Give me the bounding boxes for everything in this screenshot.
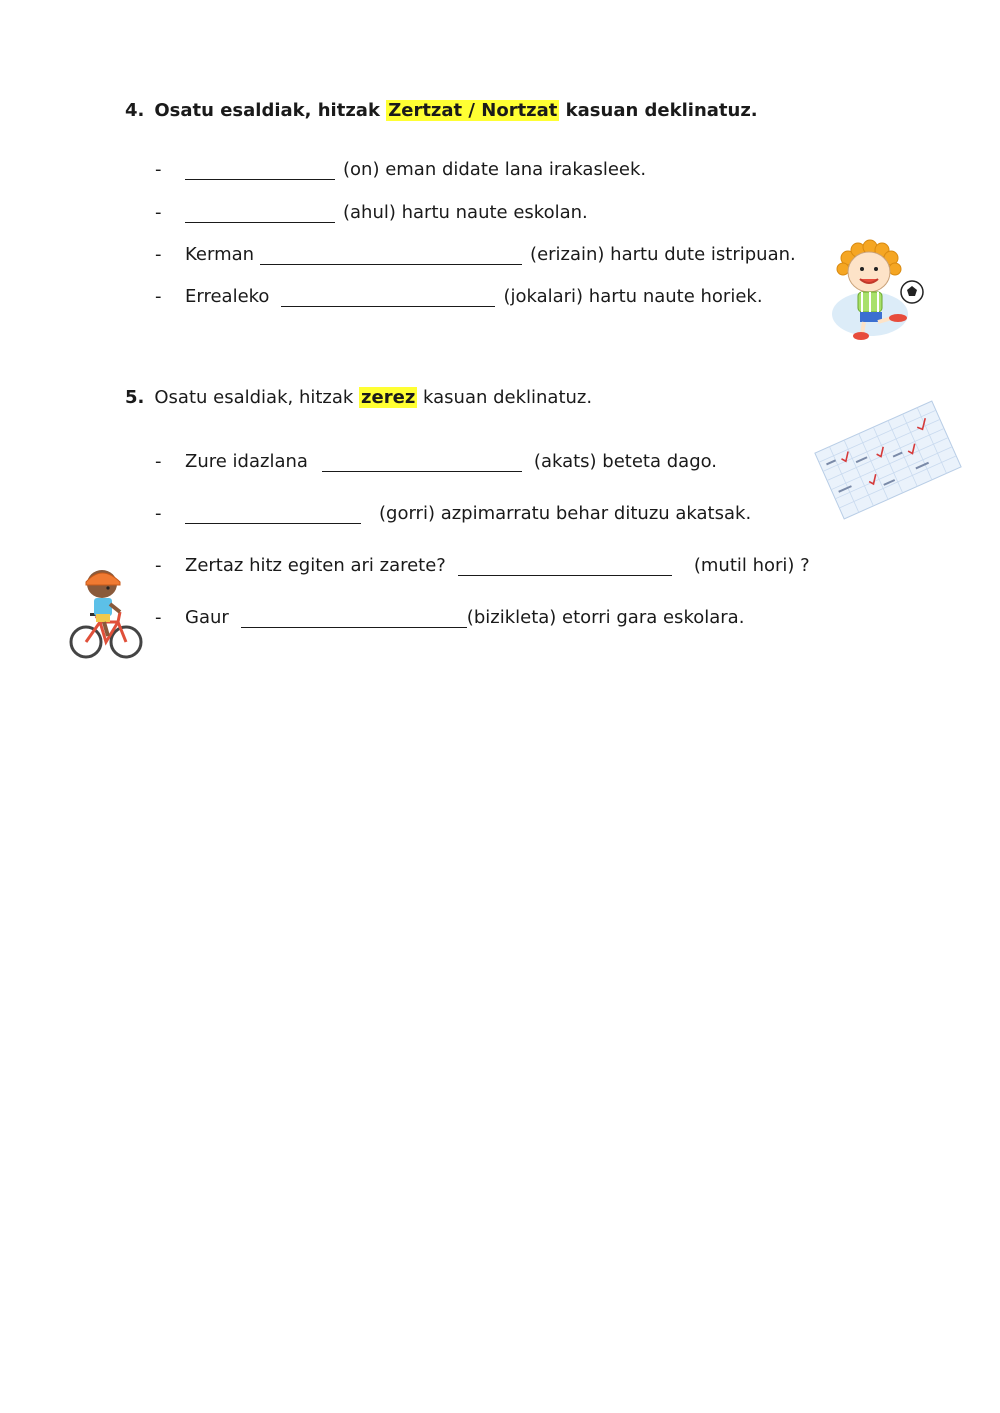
exercise-5-highlight: zerez bbox=[361, 387, 416, 408]
list-dash: - bbox=[155, 503, 162, 524]
list-dash: - bbox=[155, 555, 162, 576]
answer-blank-4-4[interactable] bbox=[281, 288, 495, 307]
sentence-start: Kerman bbox=[185, 244, 255, 265]
exercise-5-number: 5. bbox=[125, 387, 145, 408]
list-dash: - bbox=[155, 286, 162, 307]
exercise-5-heading bbox=[125, 387, 592, 408]
exercise-4-item-1 bbox=[155, 159, 646, 180]
exercise-5-item-2 bbox=[155, 503, 751, 524]
exercise-4-number: 4. bbox=[125, 100, 145, 121]
exercise-5-text-before: Osatu esaldiak, hitzak bbox=[154, 387, 360, 408]
answer-blank-5-3[interactable] bbox=[458, 557, 672, 576]
sentence-start: Zure idazlana bbox=[185, 451, 308, 472]
corrected-paper-illustration bbox=[810, 394, 966, 526]
answer-blank-5-4[interactable] bbox=[241, 609, 467, 628]
answer-blank-4-2[interactable] bbox=[185, 204, 335, 223]
sentence-rest: (gorri) azpimarratu behar dituzu akatsak. bbox=[379, 503, 752, 524]
sentence-rest: (erizain) hartu dute istripuan. bbox=[530, 244, 796, 265]
list-dash: - bbox=[155, 159, 162, 180]
sentence-rest: (jokalari) hartu naute horiek. bbox=[503, 286, 763, 307]
answer-blank-5-1[interactable] bbox=[322, 453, 522, 472]
exercise-4-heading bbox=[125, 100, 758, 121]
list-dash: - bbox=[155, 244, 162, 265]
exercise-5-item-1 bbox=[155, 451, 717, 472]
exercise-4-item-3 bbox=[155, 244, 796, 265]
exercise-5-item-3 bbox=[155, 555, 810, 576]
answer-blank-4-3[interactable] bbox=[260, 246, 522, 265]
exercise-4-highlight: Zertzat / Nortzat bbox=[388, 100, 558, 121]
answer-blank-4-1[interactable] bbox=[185, 161, 335, 180]
list-dash: - bbox=[155, 607, 162, 628]
sentence-rest: (mutil hori) ? bbox=[693, 555, 810, 576]
exercise-4-item-2 bbox=[155, 202, 588, 223]
list-dash: - bbox=[155, 451, 162, 472]
exercise-4-text-after: kasuan deklinatuz. bbox=[559, 100, 758, 121]
list-dash: - bbox=[155, 202, 162, 223]
sentence-rest: (ahul) hartu naute eskolan. bbox=[343, 202, 588, 223]
exercise-5-item-4 bbox=[155, 607, 744, 628]
sentence-rest: (on) eman didate lana irakasleek. bbox=[343, 159, 647, 180]
exercise-4-item-4 bbox=[155, 286, 763, 307]
sentence-start: Errealeko bbox=[185, 286, 270, 307]
sentence-start: Zertaz hitz egiten ari zarete? bbox=[185, 555, 446, 576]
sentence-rest: (bizikleta) etorri gara eskolara. bbox=[466, 607, 745, 628]
exercise-5-text-after: kasuan deklinatuz. bbox=[417, 387, 593, 408]
exercise-4-text-before: Osatu esaldiak, hitzak bbox=[154, 100, 387, 121]
football-boy-illustration bbox=[828, 236, 926, 344]
cyclist-child-illustration bbox=[66, 562, 146, 660]
sentence-start: Gaur bbox=[185, 607, 229, 628]
sentence-rest: (akats) beteta dago. bbox=[533, 451, 718, 472]
answer-blank-5-2[interactable] bbox=[185, 505, 361, 524]
